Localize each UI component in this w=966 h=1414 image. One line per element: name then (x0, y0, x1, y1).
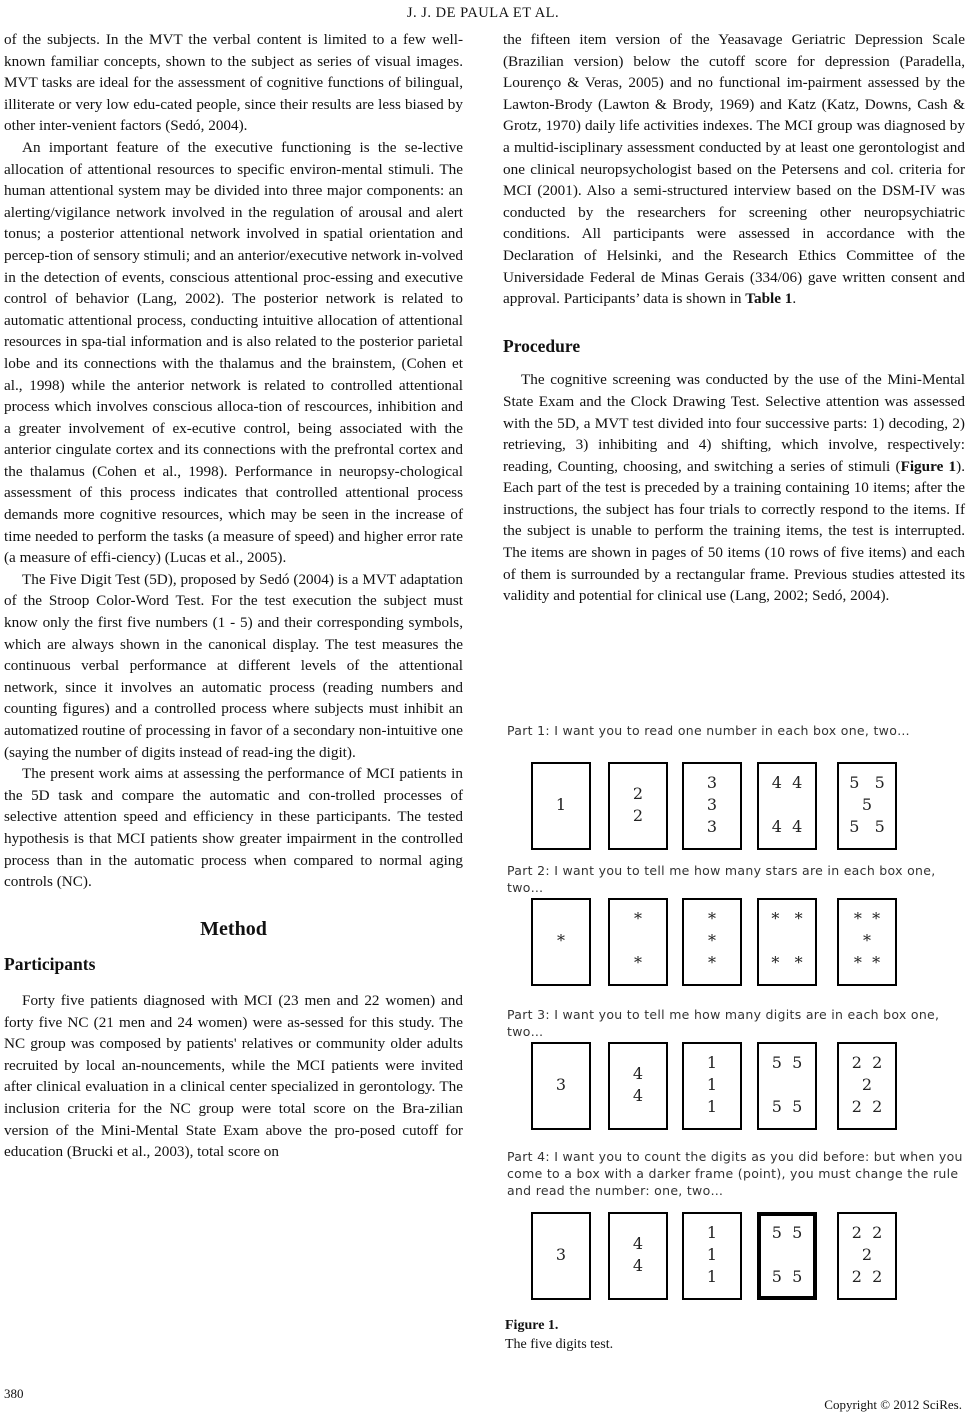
right-column (503, 29, 965, 607)
card-symbols: 5 5 (771, 1223, 803, 1242)
page-number: 380 (4, 1386, 24, 1401)
figure-caption (505, 1316, 613, 1354)
figure-caption-label: Figure 1. (505, 1318, 559, 1333)
card-symbols: * (708, 908, 716, 928)
card-symbols: * * (771, 908, 803, 928)
card-symbols: 3 (555, 1074, 567, 1094)
card-symbols: 5 5 (771, 1052, 803, 1072)
subheading-participants: Participants (4, 954, 96, 975)
figure-reference: Figure 1 (900, 457, 957, 475)
card-symbols: * (708, 930, 716, 950)
stimulus-card (682, 1042, 742, 1130)
five-digit-test-figure (505, 718, 965, 1310)
figure-caption-text: The five digits test. (505, 1337, 614, 1352)
card-symbols: 4 (632, 1085, 644, 1105)
card-symbols: * * (853, 952, 881, 972)
table-reference: Table 1 (745, 290, 793, 308)
paragraph: An important feature of the executive functioning is the se-lective allocation of attentional resources to specific environ-mental stimuli. The human attentional system may be divided into three major components: an alerting/vigilance network involved in the regulation of arousal and alert tonus; a posterior attentional network involved in spatial orientation and percep-tion of sensory stimuli; and an anterior/executive network in-volved in the detection of events, conscious attentional proc-essing and executive control of behavior (Lang, 2002). The posterior network is related to automatic attentional process, conducting intuitive allocation of attentional resources in spa-tial information and is also related to the posterior parietal lobe and its connections with the thalamus and the brainstem, (Cohen et al., 1998) while the anterior network is related to controlled attentional process which involves conscious alloca-tion of rescources, inhibition and a greater involvement of ex-ecutive control, being associated with the anterior cingulate cortex and its connections with the prefrontal cortex and the thalamus (Cohen et al., 1998). Performance in neuropsy-chological assessment of this process indicates that controlled attentional process demands more cognitive resources, which may be seen in the increase of time needed to perform the tasks (a measure of speed) and higher error rate (a measure of effi-ciency) (Lucas et al., 2005). (4, 138, 463, 567)
stimulus-card (608, 762, 668, 850)
card-symbols: 3 (555, 1244, 567, 1264)
card-symbols: 1 (706, 1222, 718, 1242)
stimulus-card (608, 898, 668, 986)
card-symbols: 4 (632, 1233, 644, 1253)
card-symbols: * * (771, 952, 803, 972)
card-symbols: * (863, 930, 871, 950)
card-symbols: 3 (706, 772, 718, 792)
part-1-instruction: Part 1: I want you to read one number in each box one, two… (507, 723, 910, 738)
stimulus-card (682, 762, 742, 850)
card-symbols: * (634, 952, 642, 972)
stimulus-card (837, 762, 897, 850)
card-symbols: 1 (706, 1052, 718, 1072)
stimulus-card (608, 1042, 668, 1130)
card-symbols: 2 2 (851, 1266, 883, 1286)
running-head: J. J. DE PAULA ET AL. (406, 5, 560, 21)
stimulus-card (531, 762, 591, 850)
card-symbols: 5 5 (771, 1096, 803, 1116)
paragraph: of the subjects. In the MVT the verbal content is limited to a few well-known familiar concepts, shown to the subject as series of visual images. MVT tasks are ideal for the assessment of cognitive functions of bilingual, illiterate or very low edu-cated people, since their results are less biased by other inter-venient factors (Sedó, 2004). (4, 31, 463, 135)
stimulus-card-darker-frame (757, 1212, 817, 1300)
card-symbols: 2 2 (851, 1222, 883, 1242)
stimulus-card (682, 1212, 742, 1300)
paragraph-text: . (792, 290, 797, 308)
part-4-instruction: Part 4: I want you to count the digits as you did before: but when you come to a box with a darker frame (point), you must change the rule and read the number: one, two… (507, 1149, 963, 1198)
stimulus-card (531, 898, 591, 986)
paragraph: The present work aims at assessing the performance of MCI patients in the 5D task and compare the automatic and con-trolled processes of selective attention speed and efficiency in these participants. The tested hypothesis is that MCI patients show greater impairment in the controlled process than in the automatic process when compared to normal aging controls (NC). (4, 765, 463, 891)
card-symbols: 5 5 (771, 1267, 803, 1286)
stimulus-card (837, 1042, 897, 1130)
paragraph (503, 29, 965, 310)
part-3-instruction: Part 3: I want you to tell me how many digits are in each box one, two… (507, 1007, 940, 1039)
paragraph-text: the fifteen item version of the Yeasavage Geriatric Depression Scale (Brazilian version) below the cutoff score for depression (Paradella, Lourenço & Veras, 2005) and no functional im-pairment assessed by the Lawton-Brody (Lawton & Brody, 1969) and Katz (Katz, Downs, Cash & Grotz, 1970) daily life activities indexes. The MCI group was diagnosed by a multid-isciplinary assessment conducted by at least one gerontologist and one clinical neuropsychologist based on the Petersens and col. criteria for MCI (2001). Also a semi-structured interview based on the DSM-IV was conducted by the researchers for screening other neuropsychiatric conditions. All participants were assessed in accordance with the Declaration of Helsinki, and the Research Ethics Committee of the Universidade Federal de Minas Gerais (334/06) gave written consent and approval. Participants’ data is shown in (503, 31, 965, 308)
paragraph-text: ). Each part of the test is preceded by a training containing 10 items; after the instructions, the subject has four trials to correctly respond to the items. If the subject is unable to perform the training items, the test is interrupted. The items are shown in pages of 50 items (10 rows of five items) and each of them is surrounded by a rectangular frame. Previous studies attested its validity and potential for clinical use (Lang, 2002; Sedó, 2004). (503, 457, 965, 605)
stimulus-card (757, 762, 817, 850)
card-symbols: * (634, 908, 642, 928)
card-symbols: 4 4 (771, 772, 803, 792)
left-column (4, 29, 463, 1163)
card-symbols: 4 (632, 1063, 644, 1083)
stimulus-card (608, 1212, 668, 1300)
stimulus-card (837, 1212, 897, 1300)
card-symbols: 3 (706, 794, 718, 814)
stimulus-card (531, 1212, 591, 1300)
copyright-notice: Copyright © 2012 SciRes. (824, 1397, 962, 1412)
card-symbols: 1 (555, 794, 567, 814)
card-symbols: 2 2 (851, 1052, 883, 1072)
card-symbols: 2 (861, 1244, 873, 1264)
card-symbols: 2 (861, 1074, 873, 1094)
stimulus-card (757, 1042, 817, 1130)
card-symbols: * (708, 952, 716, 972)
card-symbols: 5 (861, 794, 873, 814)
card-symbols: 3 (706, 816, 718, 836)
stimulus-card (757, 898, 817, 986)
paragraph: Forty five patients diagnosed with MCI (23 men and 22 women) and forty five NC (21 men and 24 women) were as-sessed for this study. The NC group was composed by patients' relatives or community older adults recruited by local an-nouncements, while the MCI patients were invited after clinical evaluation in a clinical center specialized in gerontology. The inclusion criteria for the NC group were total score on the Bra-zilian version of the Mini-Mental State Exam above the pro-posed cutoff for education (Brucki et al., 2003), total score on (4, 991, 463, 1161)
card-symbols: 4 4 (771, 816, 803, 836)
card-symbols: 5 5 (849, 816, 885, 836)
card-symbols: 2 (632, 805, 644, 825)
card-symbols: 4 (632, 1255, 644, 1275)
card-symbols: 1 (706, 1266, 718, 1286)
card-symbols: 2 2 (851, 1096, 883, 1116)
card-symbols: 1 (706, 1074, 718, 1094)
stimulus-card (837, 898, 897, 986)
card-symbols: 1 (706, 1096, 718, 1116)
subheading-procedure: Procedure (503, 335, 581, 356)
card-symbols: 1 (706, 1244, 718, 1264)
paragraph: The Five Digit Test (5D), proposed by Sedó (2004) is a MVT adaptation of the Stroop Color-Word Test. For the test execution the subject must know only the first five numbers (1 - 5) and their corresponding symbols, which are always shown in the canonical display. The test measures the continuous verbal performance at different levels of the attentional network, since it involves an automatic process (reading numbers and counting figures) and a controlled process where subjects must inhibit an automatized routine of processing in favor of a secondary non-intuitive one (saying the number of digits instead of read-ing the digit). (4, 570, 463, 761)
section-heading-method: Method (200, 917, 267, 940)
card-symbols: * (557, 930, 565, 950)
paragraph (503, 369, 965, 607)
card-symbols: 5 5 (849, 772, 885, 792)
part-2-instruction: Part 2: I want you to tell me how many stars are in each box one, two… (507, 863, 936, 895)
stimulus-card (531, 1042, 591, 1130)
card-symbols: 2 (632, 783, 644, 803)
paragraph-text: The cognitive screening was conducted by the use of the Mini-Mental State Exam and the Clock Drawing Test. Selective attention was assessed with the 5D, a MVT test divided into four successive parts: 1) decoding, 2) retrieving, 3) inhibiting and 4) shifting, which involve, respectively: reading, Counting, choosing, and switching a series of stimuli ( (503, 371, 965, 475)
stimulus-card (682, 898, 742, 986)
card-symbols: * * (853, 908, 881, 928)
